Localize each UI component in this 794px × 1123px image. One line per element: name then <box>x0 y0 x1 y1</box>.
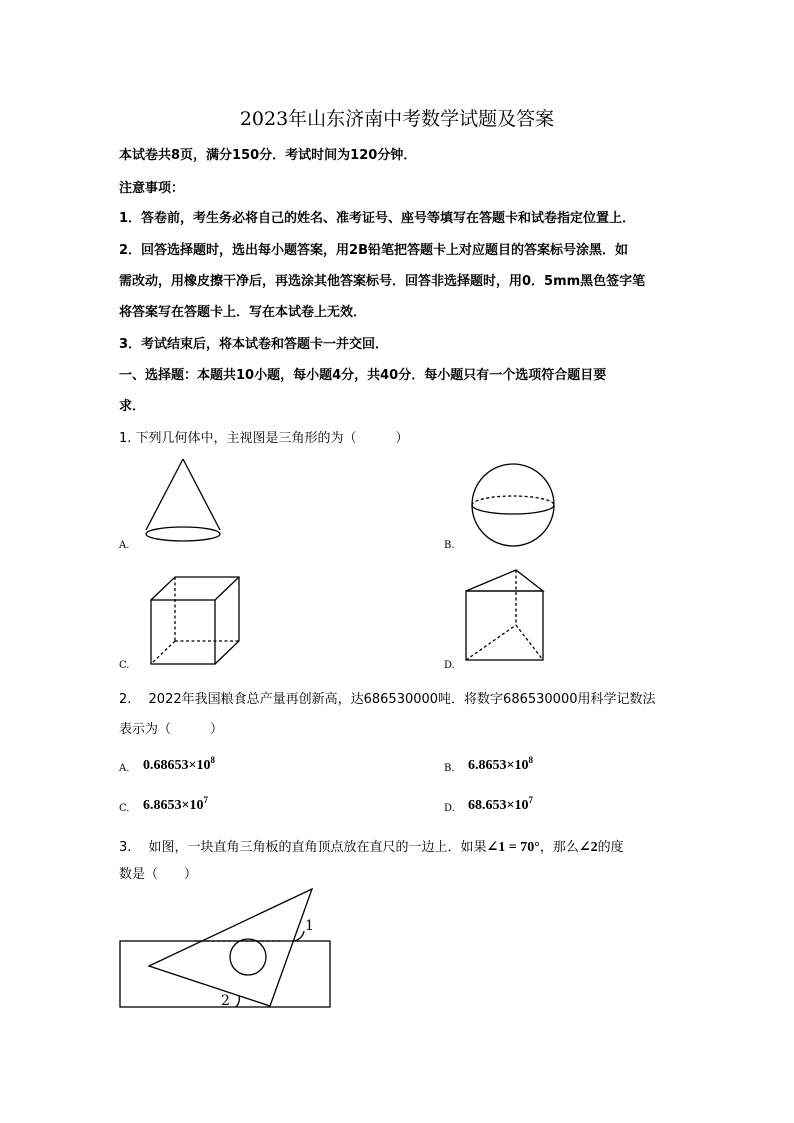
triangular-prism-figure <box>462 565 552 665</box>
section-1-line-2: 求． <box>119 399 146 414</box>
note-2-line-1: 2．回答选择题时，选出每小题答案，用2B铅笔把答题卡上对应题目的答案标号涂黑．如 <box>119 243 629 258</box>
question-2-stem-line-1: 2. 2022年我国粮食总产量再创新高，达686530000吨．将数字686530000用科学记数法 <box>119 692 656 707</box>
page-title: 2023年山东济南中考数学试题及答案 <box>239 108 555 130</box>
q2-option-b-value[interactable]: $6.8653\times 10^8$ <box>468 755 533 773</box>
angle-2-symbol: ∠2 <box>578 840 598 855</box>
q2-option-c-value[interactable]: $6.8653\times 10^7$ <box>143 795 208 813</box>
angle-1-label: 1 <box>305 918 314 934</box>
angle-1-expression: ∠1 = 70° <box>486 840 540 855</box>
question-3-stem-line-1: 3. 如图，一块直角三角板的直角顶点放在直尺的一边上．如果∠1 = 70°，那么∠2的度 <box>119 840 624 855</box>
ruler-triangle-figure <box>115 882 345 1017</box>
angle-2-label: 2 <box>221 993 230 1009</box>
exam-intro: 本试卷共8页，满分150分．考试时间为120分钟． <box>119 148 417 163</box>
q1-option-a-label[interactable]: A. <box>119 540 130 551</box>
note-2-line-2: 需改动，用橡皮擦干净后，再选涂其他答案标号．回答非选择题时，用0．5mm黑色签字笔 <box>119 274 646 289</box>
cone-figure <box>140 455 230 547</box>
q2-option-d-label[interactable]: D. <box>444 803 455 814</box>
question-2-stem-line-2: 表示为（ ） <box>119 722 224 737</box>
note-3: 3．考试结束后，将本试卷和答题卡一并交回． <box>119 337 389 352</box>
section-1-line-1: 一、选择题：本题共10小题，每小题4分，共40分．每小题只有一个选项符合题目要 <box>119 368 607 383</box>
q1-option-d-label[interactable]: D. <box>444 660 455 671</box>
q1-option-c-label[interactable]: C. <box>119 660 130 671</box>
q2-option-a-label[interactable]: A. <box>119 763 130 774</box>
q2-option-d-value[interactable]: $68.653\times 10^7$ <box>468 795 533 813</box>
q2-option-c-label[interactable]: C. <box>119 803 130 814</box>
q1-option-b-label[interactable]: B. <box>444 540 455 551</box>
note-2-line-3: 将答案写在答题卡上．写在本试卷上无效． <box>119 305 367 320</box>
question-3-stem-line-2: 数是（ ） <box>119 867 198 882</box>
note-1: 1．答卷前，考生务必将自己的姓名、准考证号、座号等填写在答题卡和试卷指定位置上． <box>119 211 636 226</box>
q2-option-b-label[interactable]: B. <box>444 763 455 774</box>
cube-figure <box>145 572 245 667</box>
question-1-stem: 1. 下列几何体中，主视图是三角形的为（ ） <box>119 431 409 446</box>
sphere-figure <box>466 460 561 552</box>
notes-heading: 注意事项： <box>119 181 185 196</box>
q2-option-a-value[interactable]: $0.68653\times 10^8$ <box>143 755 215 773</box>
